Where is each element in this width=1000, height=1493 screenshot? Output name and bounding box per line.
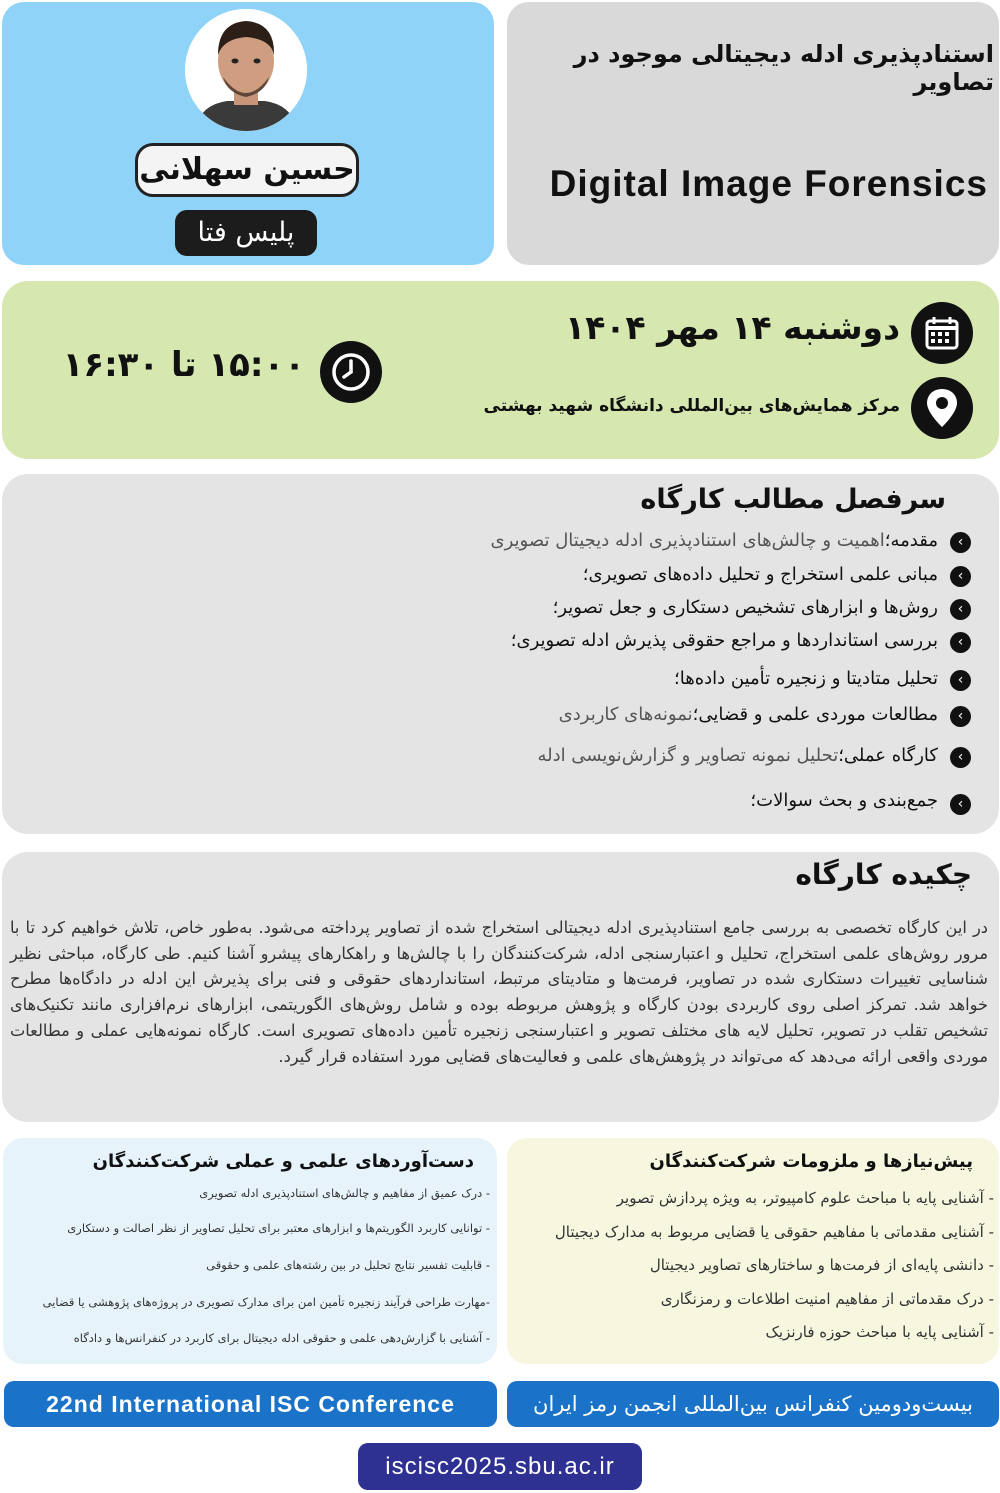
chevron-left-icon: ‹ xyxy=(950,747,971,768)
calendar-icon xyxy=(911,302,973,364)
prerequisite-item: - آشنایی مقدماتی با مفاهیم حقوقی یا قضایی مربوط به مدارک دیجیتال xyxy=(554,1223,994,1241)
outline-item-rest: اهمیت و چالش‌های استنادپذیری ادله دیجیتال تصویری xyxy=(490,530,885,551)
workshop-title-en: Digital Image Forensics xyxy=(549,163,988,204)
outline-item-head: مطالعات موردی علمی و قضایی؛ xyxy=(692,704,938,725)
outline-item-head: جمع‌بندی و بحث سوالات؛ xyxy=(750,790,938,811)
outline-item-head: مقدمه؛ xyxy=(884,530,938,551)
chevron-left-icon: ‹ xyxy=(950,532,971,553)
chevron-left-icon: ‹ xyxy=(950,632,971,653)
outcome-item: -مهارت طراحی فرآیند زنجیره تأمین امن برای مدارک تصویری در پروژه‌های پژوهشی یا قضایی xyxy=(42,1295,490,1309)
speaker-photo xyxy=(185,9,307,131)
workshop-title-fa: استنادپذیری ادله دیجیتالی موجود در تصاویر xyxy=(573,40,994,96)
outline-item xyxy=(58,668,938,689)
speaker-avatar xyxy=(185,9,307,131)
chevron-left-icon: ‹ xyxy=(950,794,971,815)
outcome-item: - توانایی کاربرد الگوریتم‌ها و ابزارهای معتبر برای تحلیل تصاویر از نظر اصالت و دستکاری xyxy=(67,1221,490,1235)
outline-item-head: بررسی استانداردها و مراجع حقوقی پذیرش ادله تصویری؛ xyxy=(510,630,938,651)
conference-name-fa: بیست‌ودومین کنفرانس بین‌المللی انجمن رمز ایران xyxy=(507,1381,999,1427)
outline-item xyxy=(58,745,938,766)
outline-item xyxy=(58,530,938,551)
conference-name-en: 22nd International ISC Conference xyxy=(4,1381,497,1427)
speaker-name: حسین سهلانی xyxy=(135,143,359,197)
outline-item-rest: نمونه‌های کاربردی xyxy=(558,704,693,725)
outcome-item: - آشنایی با گزارش‌دهی علمی و حقوقی ادله دیجیتال برای کاربرد در کنفرانس‌ها و دادگاه xyxy=(73,1331,490,1345)
outcome-item: - قابلیت تفسیر نتایج تحلیل در بین رشته‌های علمی و حقوقی xyxy=(206,1258,490,1272)
prerequisite-item: - دانشی پایه‌ای از فرمت‌ها و ساختارهای تصاویر دیجیتال xyxy=(649,1256,994,1274)
speaker-organization: پلیس فتا xyxy=(175,210,317,256)
outline-card xyxy=(2,474,999,834)
workshop-time: ۱۵:۰۰ تا ۱۶:۳۰ xyxy=(62,345,305,385)
outline-title: سرفصل مطالب کارگاه xyxy=(640,484,946,515)
outline-item xyxy=(58,630,938,651)
location-pin-icon xyxy=(911,377,973,439)
prerequisite-item: - آشنایی پایه با مباحث حوزه فارنزیک xyxy=(765,1323,994,1341)
outline-item xyxy=(58,704,938,725)
abstract-title: چکیده کارگاه xyxy=(795,858,972,891)
prerequisite-item: - آشنایی پایه با مباحث علوم کامپیوتر، به ویژه پردازش تصویر xyxy=(616,1189,994,1207)
chevron-left-icon: ‹ xyxy=(950,670,971,691)
outcomes-title: دست‌آوردهای علمی و عملی شرکت‌کنندگان xyxy=(92,1151,474,1172)
workshop-venue: مرکز همایش‌های بین‌المللی دانشگاه شهید بهشتی xyxy=(483,396,900,416)
outline-item-rest: تحلیل نمونه تصاویر و گزارش‌نویسی ادله xyxy=(537,745,839,766)
outline-item-head: کارگاه عملی؛ xyxy=(838,745,938,766)
outline-item xyxy=(58,597,938,618)
abstract-body: در این کارگاه تخصصی به بررسی جامع استنادپذیری ادله دیجیتالی استخراج شده از تصاویر پرداخته می‌شود. به‌طور خاص، تلاش خواهیم کرد تا با مرور روش‌های علمی استخراج، تحلیل و اعتبارسنجی ادله، شرکت‌کنندگان را با چالش‌ها و راهکارهای پیشرو آشنا کنیم. طی کارگاه، مباحثی نظیر شناسایی تغییرات دستکاری شده در تصاویر، فرمت‌ها و متادیتای مرتبط، استانداردهای حقوقی و فنی برای پذیرش این ادله در دادگاه‌ها مطرح خواهد شد. تمرکز اصلی روی کاربردی بودن کارگاه و پژوهش مربوطه بوده و شامل روش‌های الگوریتمی، ابزارهای نرم‌افزاری مانند تکنیک‌های تشخیص تقلب در تصویر، تحلیل لایه های مختلف تصویر و اعتبارسنجی زنجیره تأمین داده‌های تصویری است. کارگاه نمونه‌هایی عملی و مطالعات موردی واقعی ارائه می‌دهد که می‌تواند در پژوهش‌های علمی و فعالیت‌های قضایی مورد استفاده قرار گیرد. xyxy=(10,918,988,1066)
prerequisites-title: پیش‌نیازها و ملزومات شرکت‌کنندگان xyxy=(649,1151,973,1172)
conference-url-link[interactable]: iscisc2025.sbu.ac.ir xyxy=(358,1443,642,1490)
outline-item-head: مبانی علمی استخراج و تحلیل داده‌های تصویری؛ xyxy=(582,564,938,585)
outline-item xyxy=(58,790,938,811)
chevron-left-icon: ‹ xyxy=(950,566,971,587)
outline-item xyxy=(58,564,938,585)
outline-item-head: تحلیل متادیتا و زنجیره تأمین داده‌ها؛ xyxy=(674,668,938,689)
outline-item-head: روش‌ها و ابزارهای تشخیص دستکاری و جعل تصویر؛ xyxy=(552,597,938,618)
clock-icon xyxy=(320,341,382,403)
prerequisite-item: - درک مقدماتی از مفاهیم امنیت اطلاعات و رمزنگاری xyxy=(660,1290,994,1308)
outcome-item: - درک عمیق از مفاهیم و چالش‌های استنادپذیری ادله تصویری xyxy=(199,1186,490,1200)
chevron-left-icon: ‹ xyxy=(950,706,971,727)
chevron-left-icon: ‹ xyxy=(950,599,971,620)
workshop-date: دوشنبه ۱۴ مهر ۱۴۰۴ xyxy=(565,308,900,347)
